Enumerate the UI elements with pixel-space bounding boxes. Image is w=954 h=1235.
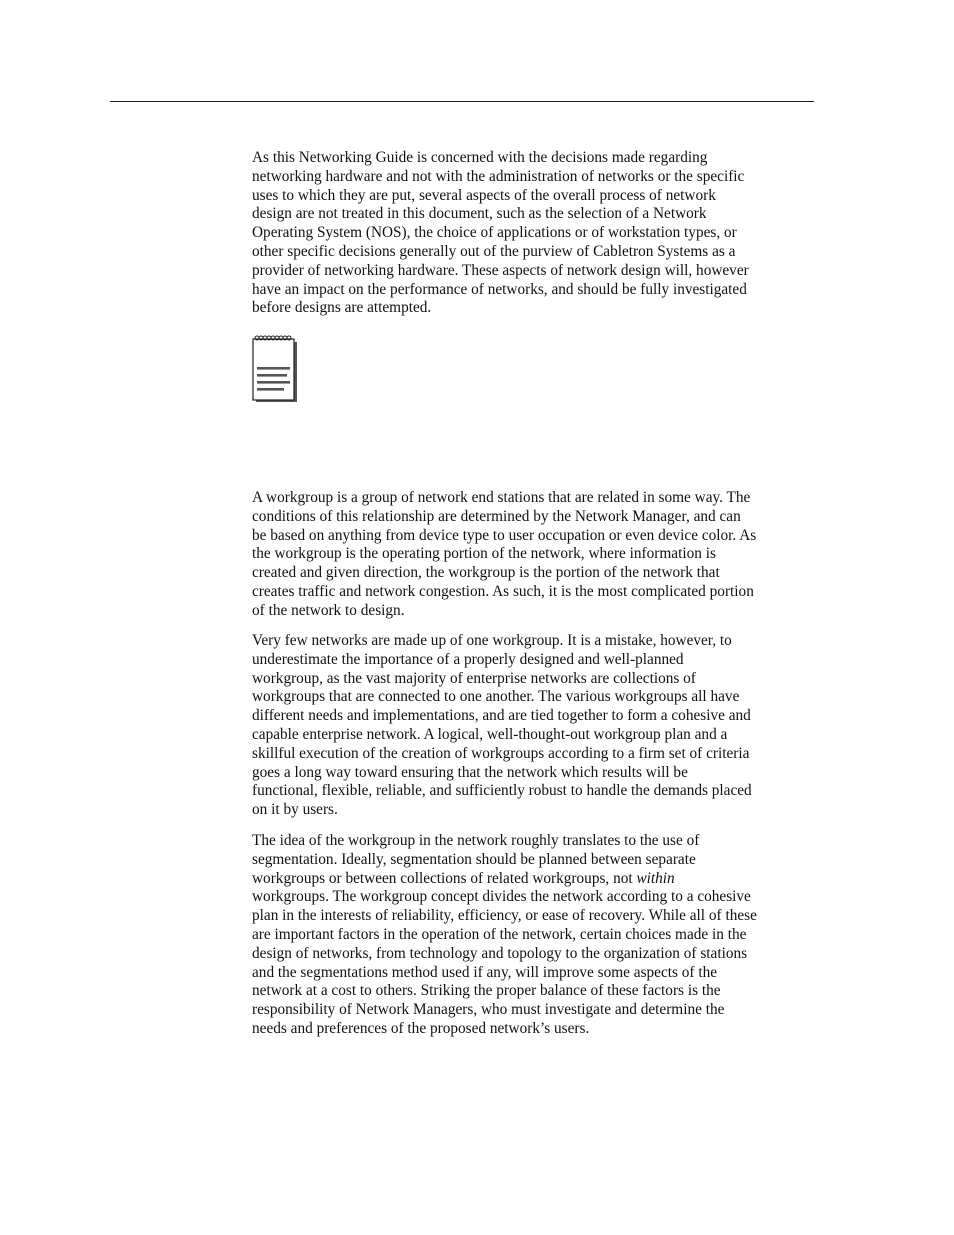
text-line: of the network to design. (252, 601, 405, 619)
text-line: Very few networks are made up of one workgroup. It is a mistake, however, to (252, 632, 732, 649)
header-rule (110, 101, 814, 102)
text-line: responsibility of Network Managers, who must investigate and determine the (252, 1001, 725, 1019)
text-line: functional, flexible, reliable, and sufficiently robust to handle the demands placed (252, 782, 752, 800)
text-line: are important factors in the operation of the network, certain choices made in the (252, 925, 747, 943)
text-line: The idea of the workgroup in the network roughly translates to the use of (252, 832, 700, 849)
workgroup-definition-paragraph (252, 489, 814, 621)
text-line: on it by users. (252, 801, 338, 819)
text-line: different needs and implementations, and are tied together to form a cohesive and (252, 707, 751, 725)
text-line: the workgroup is the operating portion of the network, where information is (252, 545, 716, 563)
text-line: Operating System (NOS), the choice of applications or of workstation types, or (252, 224, 737, 242)
text-segment: workgroups or between collections of related workgroups, not (252, 869, 637, 887)
text-line: As this Networking Guide is concerned with the decisions made regarding (252, 149, 708, 166)
text-line: workgroups that are connected to one another. The various workgroups all have (252, 688, 740, 706)
text-line: skillful execution of the creation of workgroups according to a firm set of criteria (252, 744, 750, 762)
text-line: before designs are attempted. (252, 299, 432, 317)
emphasis-within: within (636, 869, 675, 887)
text-line: workgroups. The workgroup concept divides the network according to a cohesive (252, 888, 751, 906)
text-line: goes a long way toward ensuring that the network which results will be (252, 763, 688, 781)
text-line: capable enterprise network. A logical, well-thought-out workgroup plan and a (252, 725, 728, 743)
text-line: design are not treated in this document, such as the selection of a Network (252, 205, 707, 223)
text-line: A workgroup is a group of network end stations that are related in some way. The (252, 489, 751, 506)
notepad-icon (252, 334, 298, 402)
segmentation-paragraph (252, 832, 814, 1039)
text-line: creates traffic and network congestion. As such, it is the most complicated portion (252, 582, 754, 600)
intro-paragraph (252, 149, 814, 318)
text-line: other specific decisions generally out of the purview of Cabletron Systems as a (252, 242, 736, 260)
workgroup-importance-paragraph (252, 632, 814, 820)
text-line: networking hardware and not with the administration of networks or the specific (252, 167, 745, 185)
text-line: uses to which they are put, several aspects of the overall process of network (252, 186, 716, 204)
text-line: network at a cost to others. Striking the proper balance of these factors is the (252, 982, 721, 1000)
text-line: created and given direction, the workgroup is the portion of the network that (252, 564, 720, 582)
text-line: provider of networking hardware. These aspects of network design will, however (252, 261, 749, 279)
text-line: be based on anything from device type to user occupation or even device color. As (252, 526, 757, 544)
text-line (252, 870, 814, 889)
text-line: segmentation. Ideally, segmentation should be planned between separate (252, 850, 696, 868)
text-line: have an impact on the performance of networks, and should be fully investigated (252, 280, 747, 298)
text-line: needs and preferences of the proposed network’s users. (252, 1019, 590, 1037)
text-line: workgroup, as the vast majority of enterprise networks are collections of (252, 669, 696, 687)
text-line: and the segmentations method used if any, will improve some aspects of the (252, 963, 718, 981)
text-line: design of networks, from technology and topology to the organization of stations (252, 944, 748, 962)
text-line: underestimate the importance of a properly designed and well-planned (252, 650, 684, 668)
text-line: conditions of this relationship are determined by the Network Manager, and can (252, 507, 741, 525)
text-line: plan in the interests of reliability, efficiency, or ease of recovery. While all of these (252, 907, 757, 925)
